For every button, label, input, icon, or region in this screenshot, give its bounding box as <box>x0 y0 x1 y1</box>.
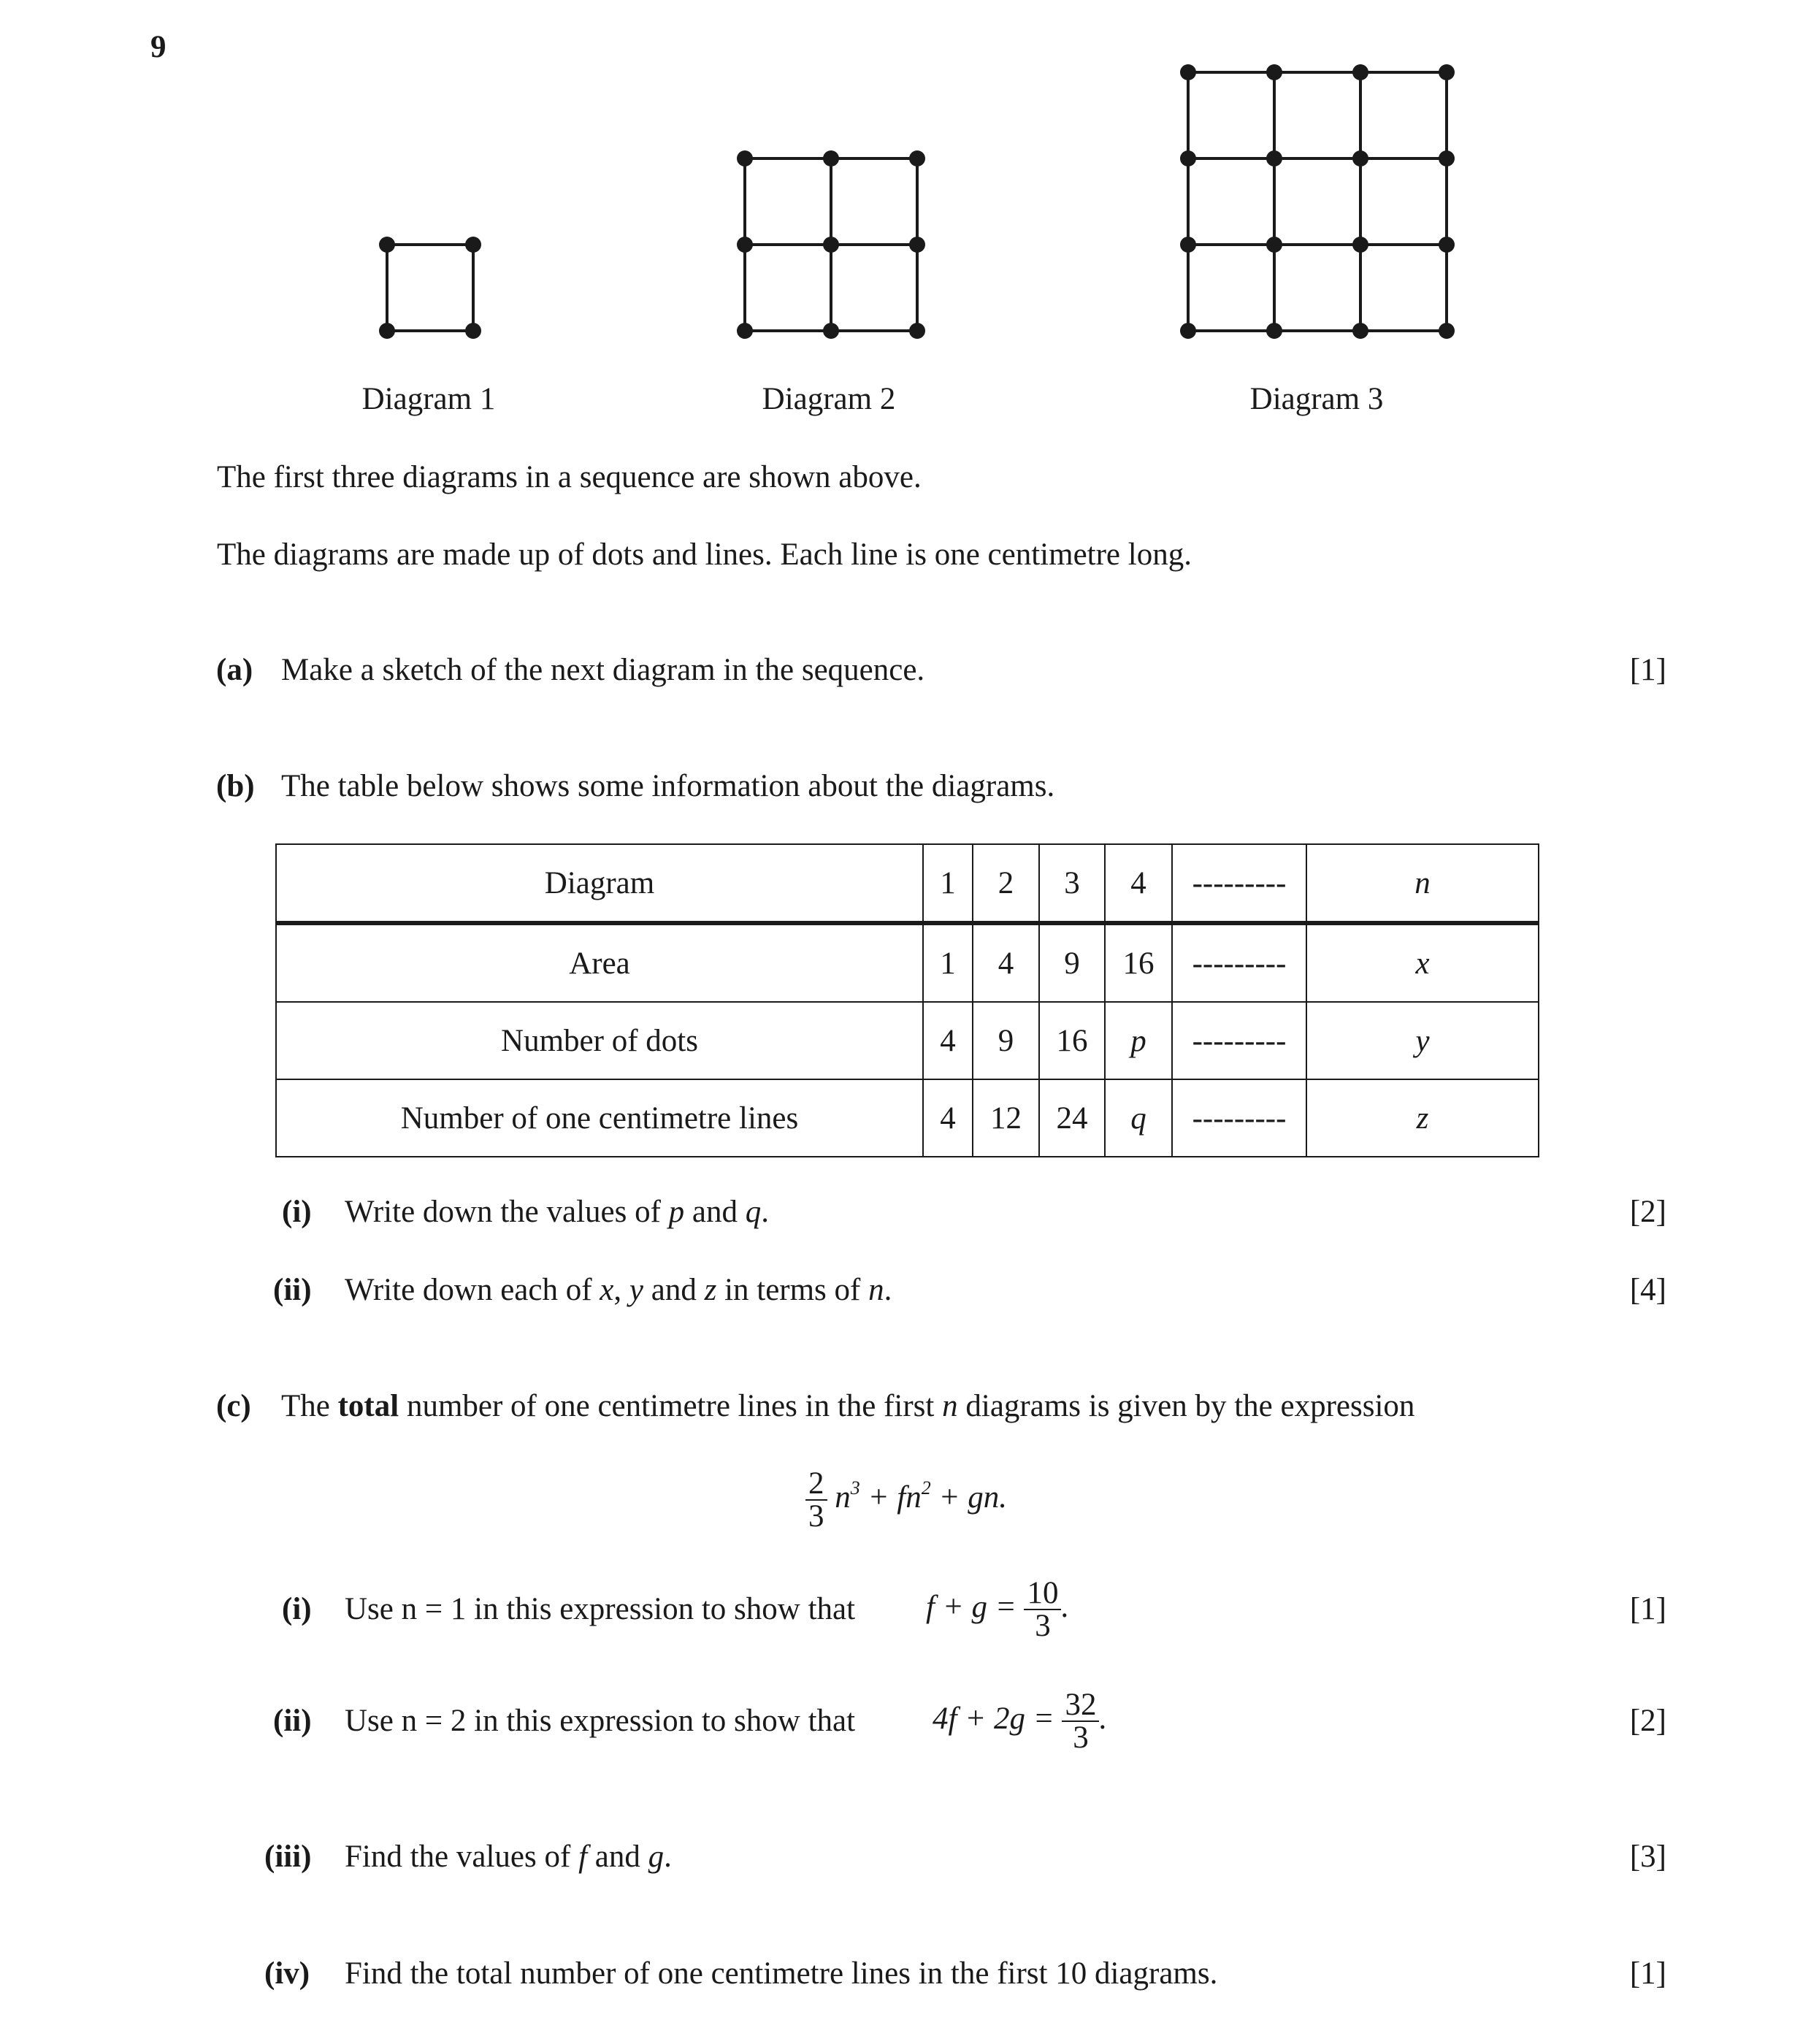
grid-dot <box>909 150 925 166</box>
part-c-i-mark: [1] <box>1629 1592 1666 1626</box>
text-segment: diagrams is given by the expression <box>957 1389 1415 1423</box>
sequence-diagrams <box>0 0 1811 365</box>
text-segment: Write down the values of <box>345 1195 669 1229</box>
grid-dot <box>1180 150 1196 166</box>
diagram-1-caption: Diagram 1 <box>361 382 496 416</box>
var-n: n <box>868 1273 884 1307</box>
grid-dot <box>1180 64 1196 80</box>
table-cell: x <box>1306 923 1539 1002</box>
expression <box>805 1468 1007 1532</box>
text-segment: in terms of <box>716 1273 869 1307</box>
expr-term: + fn <box>859 1480 922 1515</box>
diagram-2-caption: Diagram 2 <box>762 382 896 416</box>
text-segment: and <box>643 1273 705 1307</box>
grid-dot <box>1266 323 1282 339</box>
expr-term: + gn. <box>930 1480 1007 1515</box>
text-segment: . <box>884 1273 892 1307</box>
grid-dot <box>737 323 753 339</box>
part-a-mark: [1] <box>1629 653 1666 687</box>
info-table <box>275 843 1539 1157</box>
part-b-ii-text <box>345 1274 892 1306</box>
text-segment: and <box>587 1840 648 1874</box>
part-b-i-text <box>345 1196 769 1228</box>
diagram-3 <box>1180 64 1455 339</box>
part-c-ii-label: (ii) <box>273 1704 312 1738</box>
expr-term: n <box>835 1480 851 1515</box>
table-cell: q <box>1105 1079 1172 1157</box>
fraction-ten-thirds: $\frac{10}{3}$ <box>1024 1577 1061 1642</box>
table-cell: 3 <box>1039 844 1105 923</box>
part-b-i-mark: [2] <box>1629 1195 1666 1229</box>
part-c-iii-mark: [3] <box>1629 1840 1666 1874</box>
part-b-text: The table below shows some information about the diagrams. <box>281 769 1055 803</box>
part-c-iii-label: (iii) <box>264 1840 312 1874</box>
text-segment: Write down each of <box>345 1273 600 1307</box>
grid-dot <box>1352 150 1368 166</box>
grid-dot <box>1180 237 1196 253</box>
grid-dot <box>379 323 395 339</box>
table-cell: --------- <box>1172 1079 1306 1157</box>
table-cell: y <box>1306 1002 1539 1079</box>
part-c-iv-label: (iv) <box>264 1956 310 1991</box>
part-c-i-equation <box>926 1577 1069 1642</box>
table-cell: 12 <box>973 1079 1039 1157</box>
intro-line-1: The first three diagrams in a sequence are shown above. <box>217 460 922 494</box>
grid-dot <box>465 237 481 253</box>
expr-exponent: 2 <box>921 1477 931 1498</box>
table-cell: 9 <box>973 1002 1039 1079</box>
table-cell: 1 <box>923 923 973 1002</box>
table-cell: --------- <box>1172 844 1306 923</box>
part-c-iv-text: Find the total number of one centimetre lines in the first 10 diagrams. <box>345 1956 1218 1991</box>
table-cell: 4 <box>923 1079 973 1157</box>
table-cell: 1 <box>923 844 973 923</box>
part-b-label: (b) <box>216 769 255 803</box>
text-segment: . <box>664 1840 672 1874</box>
part-c-label: (c) <box>216 1389 251 1423</box>
grid-dot <box>909 237 925 253</box>
table-cell: 16 <box>1039 1002 1105 1079</box>
table-cell: 16 <box>1105 923 1172 1002</box>
var-z: z <box>704 1273 717 1307</box>
grid-dot <box>1352 237 1368 253</box>
part-a-label: (a) <box>216 653 253 687</box>
part-a-text: Make a sketch of the next diagram in the sequence. <box>281 653 925 687</box>
grid-dot <box>737 150 753 166</box>
part-c-ii-mark: [2] <box>1629 1704 1666 1738</box>
row-label-dots: Number of dots <box>276 1002 923 1079</box>
var-x: x <box>600 1273 614 1307</box>
table-cell: n <box>1306 844 1539 923</box>
grid-dot <box>1266 64 1282 80</box>
part-c-ii-text: Use n = 2 in this expression to show that <box>345 1704 856 1738</box>
var-q: q <box>745 1195 762 1229</box>
var-n: n <box>942 1389 958 1423</box>
equation-lhs: 4f + 2g = <box>933 1701 1054 1736</box>
grid-dot <box>1266 150 1282 166</box>
grid-dot <box>909 323 925 339</box>
intro-line-2: The diagrams are made up of dots and lines. Each line is one centimetre long. <box>217 537 1192 572</box>
part-c-i-text: Use n = 1 in this expression to show that <box>345 1592 856 1626</box>
table-row <box>276 1002 1539 1079</box>
grid-dot <box>379 237 395 253</box>
table-cell: 2 <box>973 844 1039 923</box>
grid-dot <box>1439 237 1455 253</box>
grid-dot <box>1439 323 1455 339</box>
equation-end: . <box>1061 1589 1070 1624</box>
part-b-ii-mark: [4] <box>1629 1273 1666 1307</box>
row-label-lines: Number of one centimetre lines <box>276 1079 923 1157</box>
table-row <box>276 1079 1539 1157</box>
grid-dot <box>823 150 839 166</box>
table-cell: p <box>1105 1002 1172 1079</box>
text-segment: . <box>761 1195 770 1229</box>
grid-dot <box>1439 64 1455 80</box>
part-c-text <box>281 1390 1414 1422</box>
grid-dot <box>1180 323 1196 339</box>
text-segment: number of one centimetre lines in the first <box>399 1389 943 1423</box>
table-cell: 4 <box>923 1002 973 1079</box>
diagram-3-caption: Diagram 3 <box>1249 382 1384 416</box>
part-c-iii-text <box>345 1841 672 1872</box>
equation-end: . <box>1099 1701 1108 1736</box>
grid-dot <box>465 323 481 339</box>
part-c-iv-mark: [1] <box>1629 1956 1666 1991</box>
fraction-thirtytwo-thirds: $\frac{32}{3}$ <box>1062 1689 1099 1753</box>
table-cell: 4 <box>1105 844 1172 923</box>
part-c-ii-equation <box>933 1689 1107 1753</box>
table-cell: 24 <box>1039 1079 1105 1157</box>
var-g: g <box>648 1840 665 1874</box>
expr-exponent: 3 <box>850 1477 860 1498</box>
table-cell: --------- <box>1172 923 1306 1002</box>
part-b-ii-label: (ii) <box>273 1273 312 1307</box>
grid-dot <box>823 323 839 339</box>
text-segment: , <box>613 1273 629 1307</box>
table-cell: 9 <box>1039 923 1105 1002</box>
text-segment: and <box>684 1195 746 1229</box>
equation-lhs: f + g = <box>926 1589 1016 1624</box>
grid-dot <box>1352 64 1368 80</box>
table-row <box>276 923 1539 1002</box>
table-cell: --------- <box>1172 1002 1306 1079</box>
part-b-i-label: (i) <box>282 1195 312 1229</box>
question-number: 9 <box>150 30 166 64</box>
diagram-2 <box>737 150 925 339</box>
row-label-diagram: Diagram <box>276 844 923 923</box>
table-row <box>276 844 1539 923</box>
grid-dot <box>1439 150 1455 166</box>
grid-dot <box>1352 323 1368 339</box>
fraction-two-thirds: $\frac{2}{3}$ <box>805 1468 827 1532</box>
grid-dot <box>1266 237 1282 253</box>
diagram-1 <box>379 237 481 339</box>
grid-dot <box>823 237 839 253</box>
var-f: f <box>578 1840 588 1874</box>
var-y: y <box>629 1273 643 1307</box>
text-segment: Find the values of <box>345 1840 579 1874</box>
text-bold-total: total <box>337 1389 399 1423</box>
table-cell: 4 <box>973 923 1039 1002</box>
grid-dot <box>737 237 753 253</box>
part-c-i-label: (i) <box>282 1592 312 1626</box>
var-p: p <box>668 1195 685 1229</box>
row-label-area: Area <box>276 923 923 1002</box>
text-segment: The <box>281 1389 338 1423</box>
table-cell: z <box>1306 1079 1539 1157</box>
